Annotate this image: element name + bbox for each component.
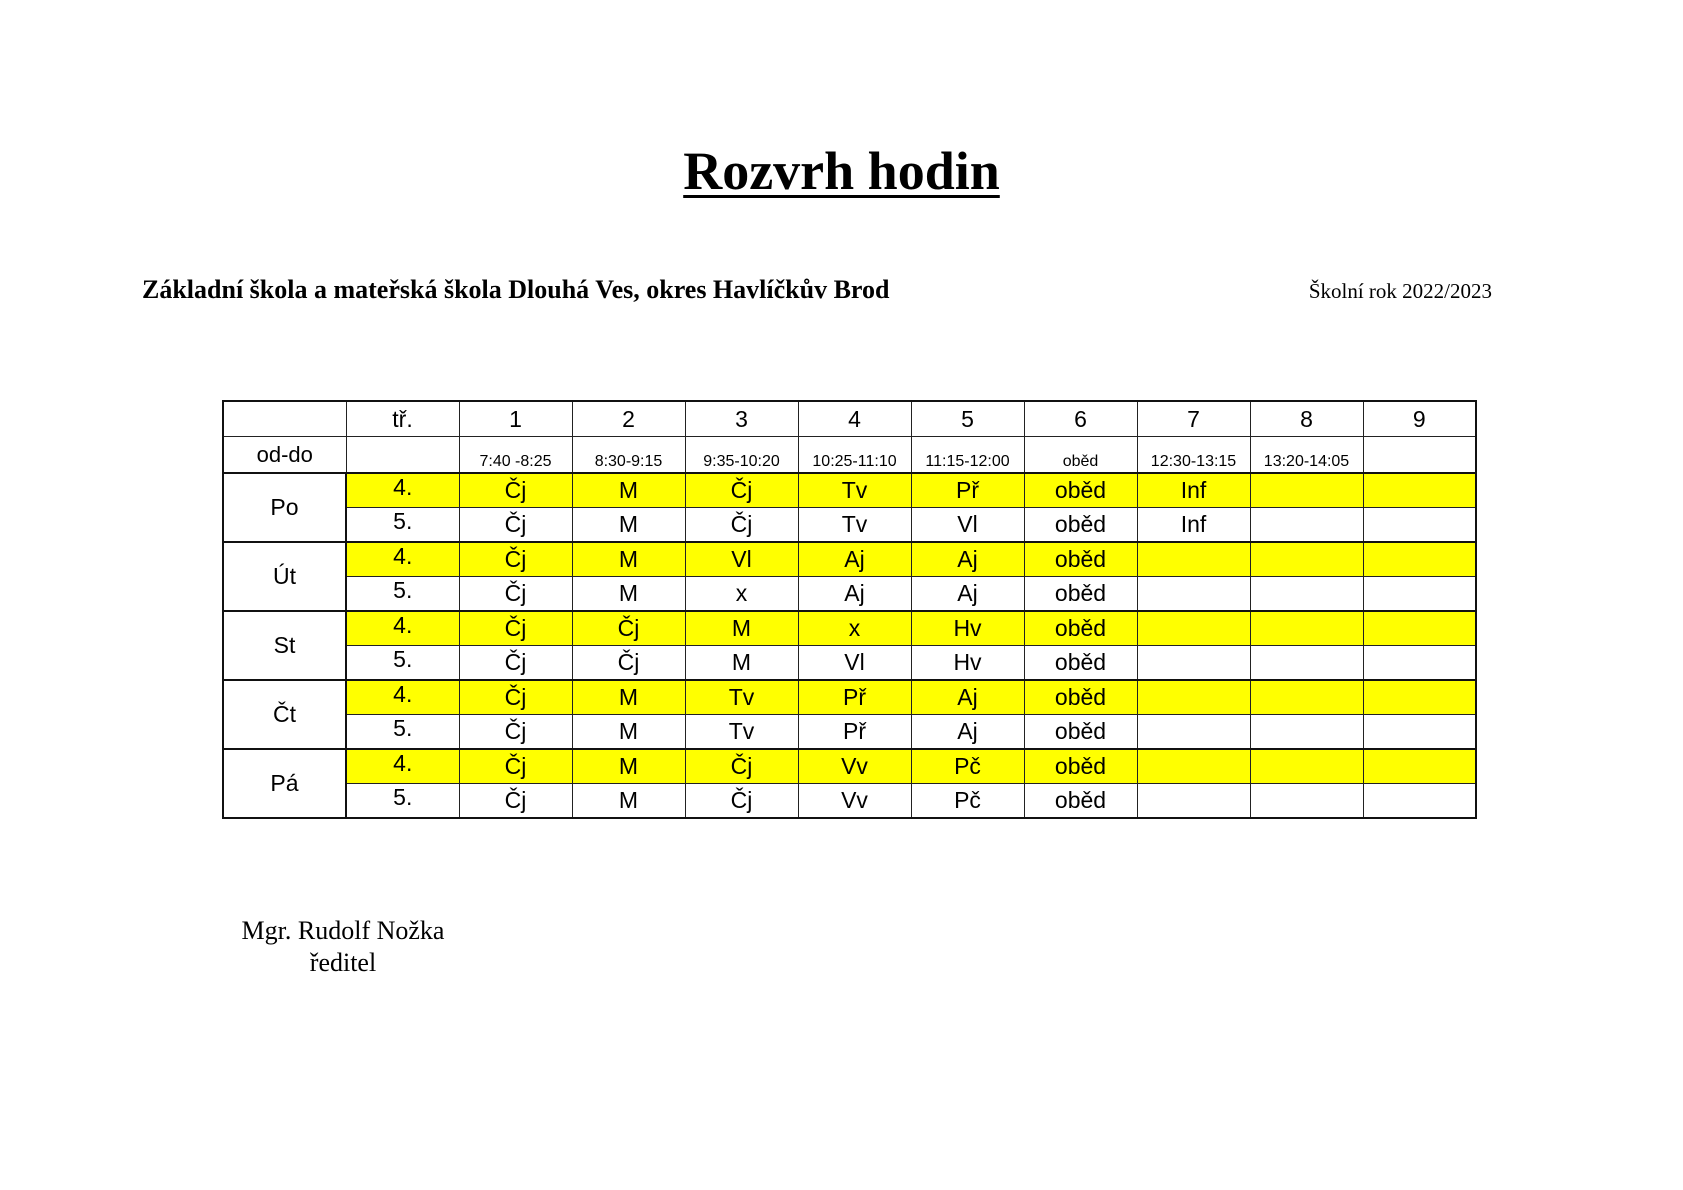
subject-cell xyxy=(1250,784,1363,819)
timetable-body xyxy=(223,401,1476,818)
class-cell: 5. xyxy=(346,784,459,819)
subject-cell xyxy=(1137,784,1250,819)
subject-cell: Př xyxy=(798,715,911,750)
time-cell xyxy=(1363,437,1476,474)
page-title-text: Rozvrh hodin xyxy=(683,141,1000,201)
time-cell: oběd xyxy=(1024,437,1137,474)
header-class-cell: tř. xyxy=(346,401,459,437)
timetable-row xyxy=(223,508,1476,543)
times-blank-cell xyxy=(346,437,459,474)
subject-cell xyxy=(1250,680,1363,715)
subject-cell xyxy=(1137,542,1250,577)
times-row xyxy=(223,437,1476,474)
subject-cell: Pč xyxy=(911,749,1024,784)
subject-cell: Čj xyxy=(459,508,572,543)
subject-cell: x xyxy=(685,577,798,612)
subject-cell xyxy=(1250,715,1363,750)
day-cell: Pá xyxy=(223,749,346,818)
subject-cell xyxy=(1250,577,1363,612)
subject-cell xyxy=(1250,508,1363,543)
subject-cell: Čj xyxy=(459,680,572,715)
timetable-row xyxy=(223,542,1476,577)
signature-role: ředitel xyxy=(309,948,377,977)
page-title xyxy=(0,140,1683,202)
subject-cell: Př xyxy=(911,473,1024,508)
subject-cell: Čj xyxy=(685,473,798,508)
class-cell: 4. xyxy=(346,542,459,577)
time-cell: 9:35-10:20 xyxy=(685,437,798,474)
subject-cell xyxy=(1137,749,1250,784)
timetable-row xyxy=(223,784,1476,819)
class-cell: 4. xyxy=(346,680,459,715)
header-period-cell: 9 xyxy=(1363,401,1476,437)
subject-cell: oběd xyxy=(1024,715,1137,750)
subject-cell: Aj xyxy=(911,577,1024,612)
subject-cell: Čj xyxy=(459,577,572,612)
day-cell: Čt xyxy=(223,680,346,749)
timetable-row xyxy=(223,715,1476,750)
subject-cell xyxy=(1137,611,1250,646)
timetable-row xyxy=(223,749,1476,784)
subject-cell: M xyxy=(572,577,685,612)
subject-cell: oběd xyxy=(1024,611,1137,646)
header-period-cell: 7 xyxy=(1137,401,1250,437)
subject-cell: M xyxy=(572,508,685,543)
subject-cell: oběd xyxy=(1024,784,1137,819)
header-period-cell: 5 xyxy=(911,401,1024,437)
subject-cell: M xyxy=(685,611,798,646)
subject-cell: Čj xyxy=(459,715,572,750)
subject-cell: Čj xyxy=(459,542,572,577)
subject-cell: oběd xyxy=(1024,473,1137,508)
header-period-cell: 6 xyxy=(1024,401,1137,437)
subject-cell: M xyxy=(572,680,685,715)
time-cell: 10:25-11:10 xyxy=(798,437,911,474)
subject-cell: Čj xyxy=(459,611,572,646)
subject-cell xyxy=(1363,611,1476,646)
signature xyxy=(228,915,458,979)
subject-cell: M xyxy=(572,473,685,508)
class-cell: 5. xyxy=(346,577,459,612)
subject-cell: oběd xyxy=(1024,577,1137,612)
subject-cell xyxy=(1137,577,1250,612)
subject-cell: M xyxy=(572,715,685,750)
class-cell: 5. xyxy=(346,508,459,543)
header-period-cell: 2 xyxy=(572,401,685,437)
subject-cell: Čj xyxy=(572,611,685,646)
subject-cell xyxy=(1363,646,1476,681)
subject-cell: oběd xyxy=(1024,646,1137,681)
timetable-row xyxy=(223,646,1476,681)
subject-cell: oběd xyxy=(1024,542,1137,577)
timetable-row xyxy=(223,611,1476,646)
subject-cell: Aj xyxy=(911,680,1024,715)
subject-cell: Aj xyxy=(798,577,911,612)
subject-cell xyxy=(1363,473,1476,508)
subject-cell: oběd xyxy=(1024,680,1137,715)
times-label-cell: od-do xyxy=(223,437,346,474)
subject-cell: Čj xyxy=(459,646,572,681)
subject-cell: Aj xyxy=(911,542,1024,577)
subject-cell xyxy=(1250,611,1363,646)
time-cell: 11:15-12:00 xyxy=(911,437,1024,474)
class-cell: 5. xyxy=(346,646,459,681)
timetable-row xyxy=(223,680,1476,715)
header-blank-cell xyxy=(223,401,346,437)
header-period-cell: 1 xyxy=(459,401,572,437)
subject-cell: Vl xyxy=(911,508,1024,543)
subject-cell: Hv xyxy=(911,646,1024,681)
subject-cell xyxy=(1363,680,1476,715)
time-cell: 7:40 -8:25 xyxy=(459,437,572,474)
subject-cell: Čj xyxy=(459,784,572,819)
timetable-row xyxy=(223,473,1476,508)
subject-cell: x xyxy=(798,611,911,646)
subject-cell: Tv xyxy=(798,473,911,508)
subject-cell: Čj xyxy=(685,508,798,543)
subject-cell: Vv xyxy=(798,749,911,784)
time-cell: 13:20-14:05 xyxy=(1250,437,1363,474)
class-cell: 4. xyxy=(346,473,459,508)
subject-cell: oběd xyxy=(1024,749,1137,784)
subject-cell: Čj xyxy=(459,473,572,508)
subject-cell: Vl xyxy=(798,646,911,681)
subject-cell: M xyxy=(572,749,685,784)
timetable xyxy=(222,400,1477,819)
subject-cell: Čj xyxy=(685,749,798,784)
subject-cell xyxy=(1137,646,1250,681)
subject-cell: Aj xyxy=(798,542,911,577)
subject-cell: Inf xyxy=(1137,508,1250,543)
subject-cell: Tv xyxy=(685,715,798,750)
time-cell: 8:30-9:15 xyxy=(572,437,685,474)
time-cell: 12:30-13:15 xyxy=(1137,437,1250,474)
subject-cell xyxy=(1363,508,1476,543)
subject-cell: oběd xyxy=(1024,508,1137,543)
subject-cell: M xyxy=(572,784,685,819)
header-period-cell: 3 xyxy=(685,401,798,437)
subject-cell xyxy=(1363,749,1476,784)
day-cell: St xyxy=(223,611,346,680)
subject-cell xyxy=(1137,715,1250,750)
subject-cell xyxy=(1363,784,1476,819)
signature-name: Mgr. Rudolf Nožka xyxy=(241,916,445,945)
subject-cell xyxy=(1363,715,1476,750)
subject-cell xyxy=(1250,646,1363,681)
subject-cell: Čj xyxy=(572,646,685,681)
school-year: Školní rok 2022/2023 xyxy=(1308,279,1492,303)
timetable-row xyxy=(223,577,1476,612)
header-period-cell: 8 xyxy=(1250,401,1363,437)
subject-cell xyxy=(1363,542,1476,577)
subject-cell: Inf xyxy=(1137,473,1250,508)
subject-cell: Čj xyxy=(685,784,798,819)
subject-cell: Pč xyxy=(911,784,1024,819)
class-cell: 5. xyxy=(346,715,459,750)
subject-cell: Hv xyxy=(911,611,1024,646)
subject-cell xyxy=(1250,473,1363,508)
school-name: Základní škola a mateřská škola Dlouhá Ves, okres Havlíčkův Brod xyxy=(142,275,890,304)
day-cell: Út xyxy=(223,542,346,611)
class-cell: 4. xyxy=(346,749,459,784)
header-period-cell: 4 xyxy=(798,401,911,437)
subject-cell: Aj xyxy=(911,715,1024,750)
subject-cell: Př xyxy=(798,680,911,715)
subject-cell xyxy=(1250,749,1363,784)
header-row xyxy=(223,401,1476,437)
subject-cell: Čj xyxy=(459,749,572,784)
day-cell: Po xyxy=(223,473,346,542)
subject-cell xyxy=(1363,577,1476,612)
subject-cell: M xyxy=(685,646,798,681)
subject-cell: M xyxy=(572,542,685,577)
subject-cell: Vl xyxy=(685,542,798,577)
subject-cell xyxy=(1137,680,1250,715)
subject-cell: Tv xyxy=(798,508,911,543)
subject-cell xyxy=(1250,542,1363,577)
subject-cell: Vv xyxy=(798,784,911,819)
subject-cell: Tv xyxy=(685,680,798,715)
class-cell: 4. xyxy=(346,611,459,646)
